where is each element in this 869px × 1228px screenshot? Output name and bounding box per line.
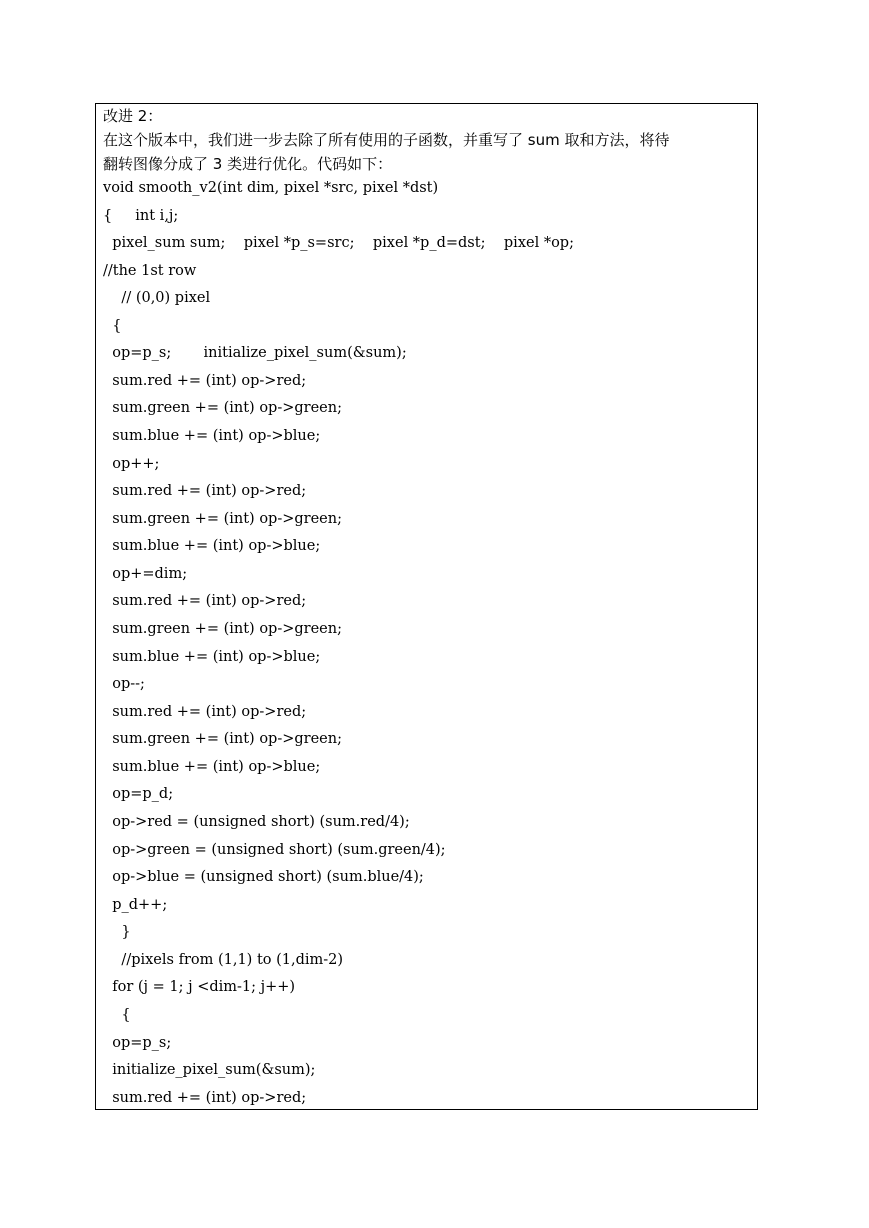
code-line: sum.blue += (int) op->blue; bbox=[103, 759, 321, 775]
code-line: sum.red += (int) op->red; bbox=[103, 1090, 307, 1106]
code-line: sum.red += (int) op->red; bbox=[103, 373, 307, 389]
intro-line-1: 在这个版本中，我们进一步去除了所有使用的子函数，并重写了 sum 取和方法，将待 bbox=[103, 131, 670, 149]
code-line: sum.green += (int) op->green; bbox=[103, 731, 342, 747]
code-line: sum.red += (int) op->red; bbox=[103, 483, 307, 499]
code-line: sum.green += (int) op->green; bbox=[103, 400, 342, 416]
code-line: //the 1st row bbox=[103, 263, 197, 279]
code-line: sum.blue += (int) op->blue; bbox=[103, 649, 321, 665]
code-line: op--; bbox=[103, 676, 145, 692]
code-line: void smooth_v2(int dim, pixel *src, pixel *dst) bbox=[103, 180, 439, 196]
intro-line-2: 翻转图像分成了 3 类进行优化。代码如下： bbox=[103, 155, 393, 173]
code-line: sum.red += (int) op->red; bbox=[103, 593, 307, 609]
code-line: { int i,j; bbox=[103, 208, 179, 224]
code-line: sum.blue += (int) op->blue; bbox=[103, 428, 321, 444]
code-line: pixel_sum sum; pixel *p_s=src; pixel *p_d=dst; pixel *op; bbox=[103, 235, 574, 251]
code-line: sum.green += (int) op->green; bbox=[103, 621, 342, 637]
code-line: op++; bbox=[103, 456, 160, 472]
code-line: op=p_d; bbox=[103, 786, 174, 802]
code-line: //pixels from (1,1) to (1,dim-2) bbox=[103, 952, 344, 968]
code-line: sum.blue += (int) op->blue; bbox=[103, 538, 321, 554]
code-line: op=p_s; initialize_pixel_sum(&sum); bbox=[103, 345, 407, 361]
code-line: sum.green += (int) op->green; bbox=[103, 511, 342, 527]
code-line: { bbox=[103, 1007, 131, 1023]
code-line: p_d++; bbox=[103, 897, 168, 913]
code-line: op->red = (unsigned short) (sum.red/4); bbox=[103, 814, 410, 830]
code-line: op=p_s; bbox=[103, 1035, 172, 1051]
code-line: sum.red += (int) op->red; bbox=[103, 704, 307, 720]
code-line: for (j = 1; j <dim-1; j++) bbox=[103, 979, 296, 995]
code-line: op->green = (unsigned short) (sum.green/4); bbox=[103, 842, 446, 858]
code-line: // (0,0) pixel bbox=[103, 290, 211, 306]
code-line: { bbox=[103, 318, 122, 334]
code-line: op+=dim; bbox=[103, 566, 188, 582]
code-line: op->blue = (unsigned short) (sum.blue/4); bbox=[103, 869, 424, 885]
code-line: initialize_pixel_sum(&sum); bbox=[103, 1062, 316, 1078]
section-heading: 改进 2： bbox=[103, 107, 163, 125]
code-line: } bbox=[103, 924, 131, 940]
